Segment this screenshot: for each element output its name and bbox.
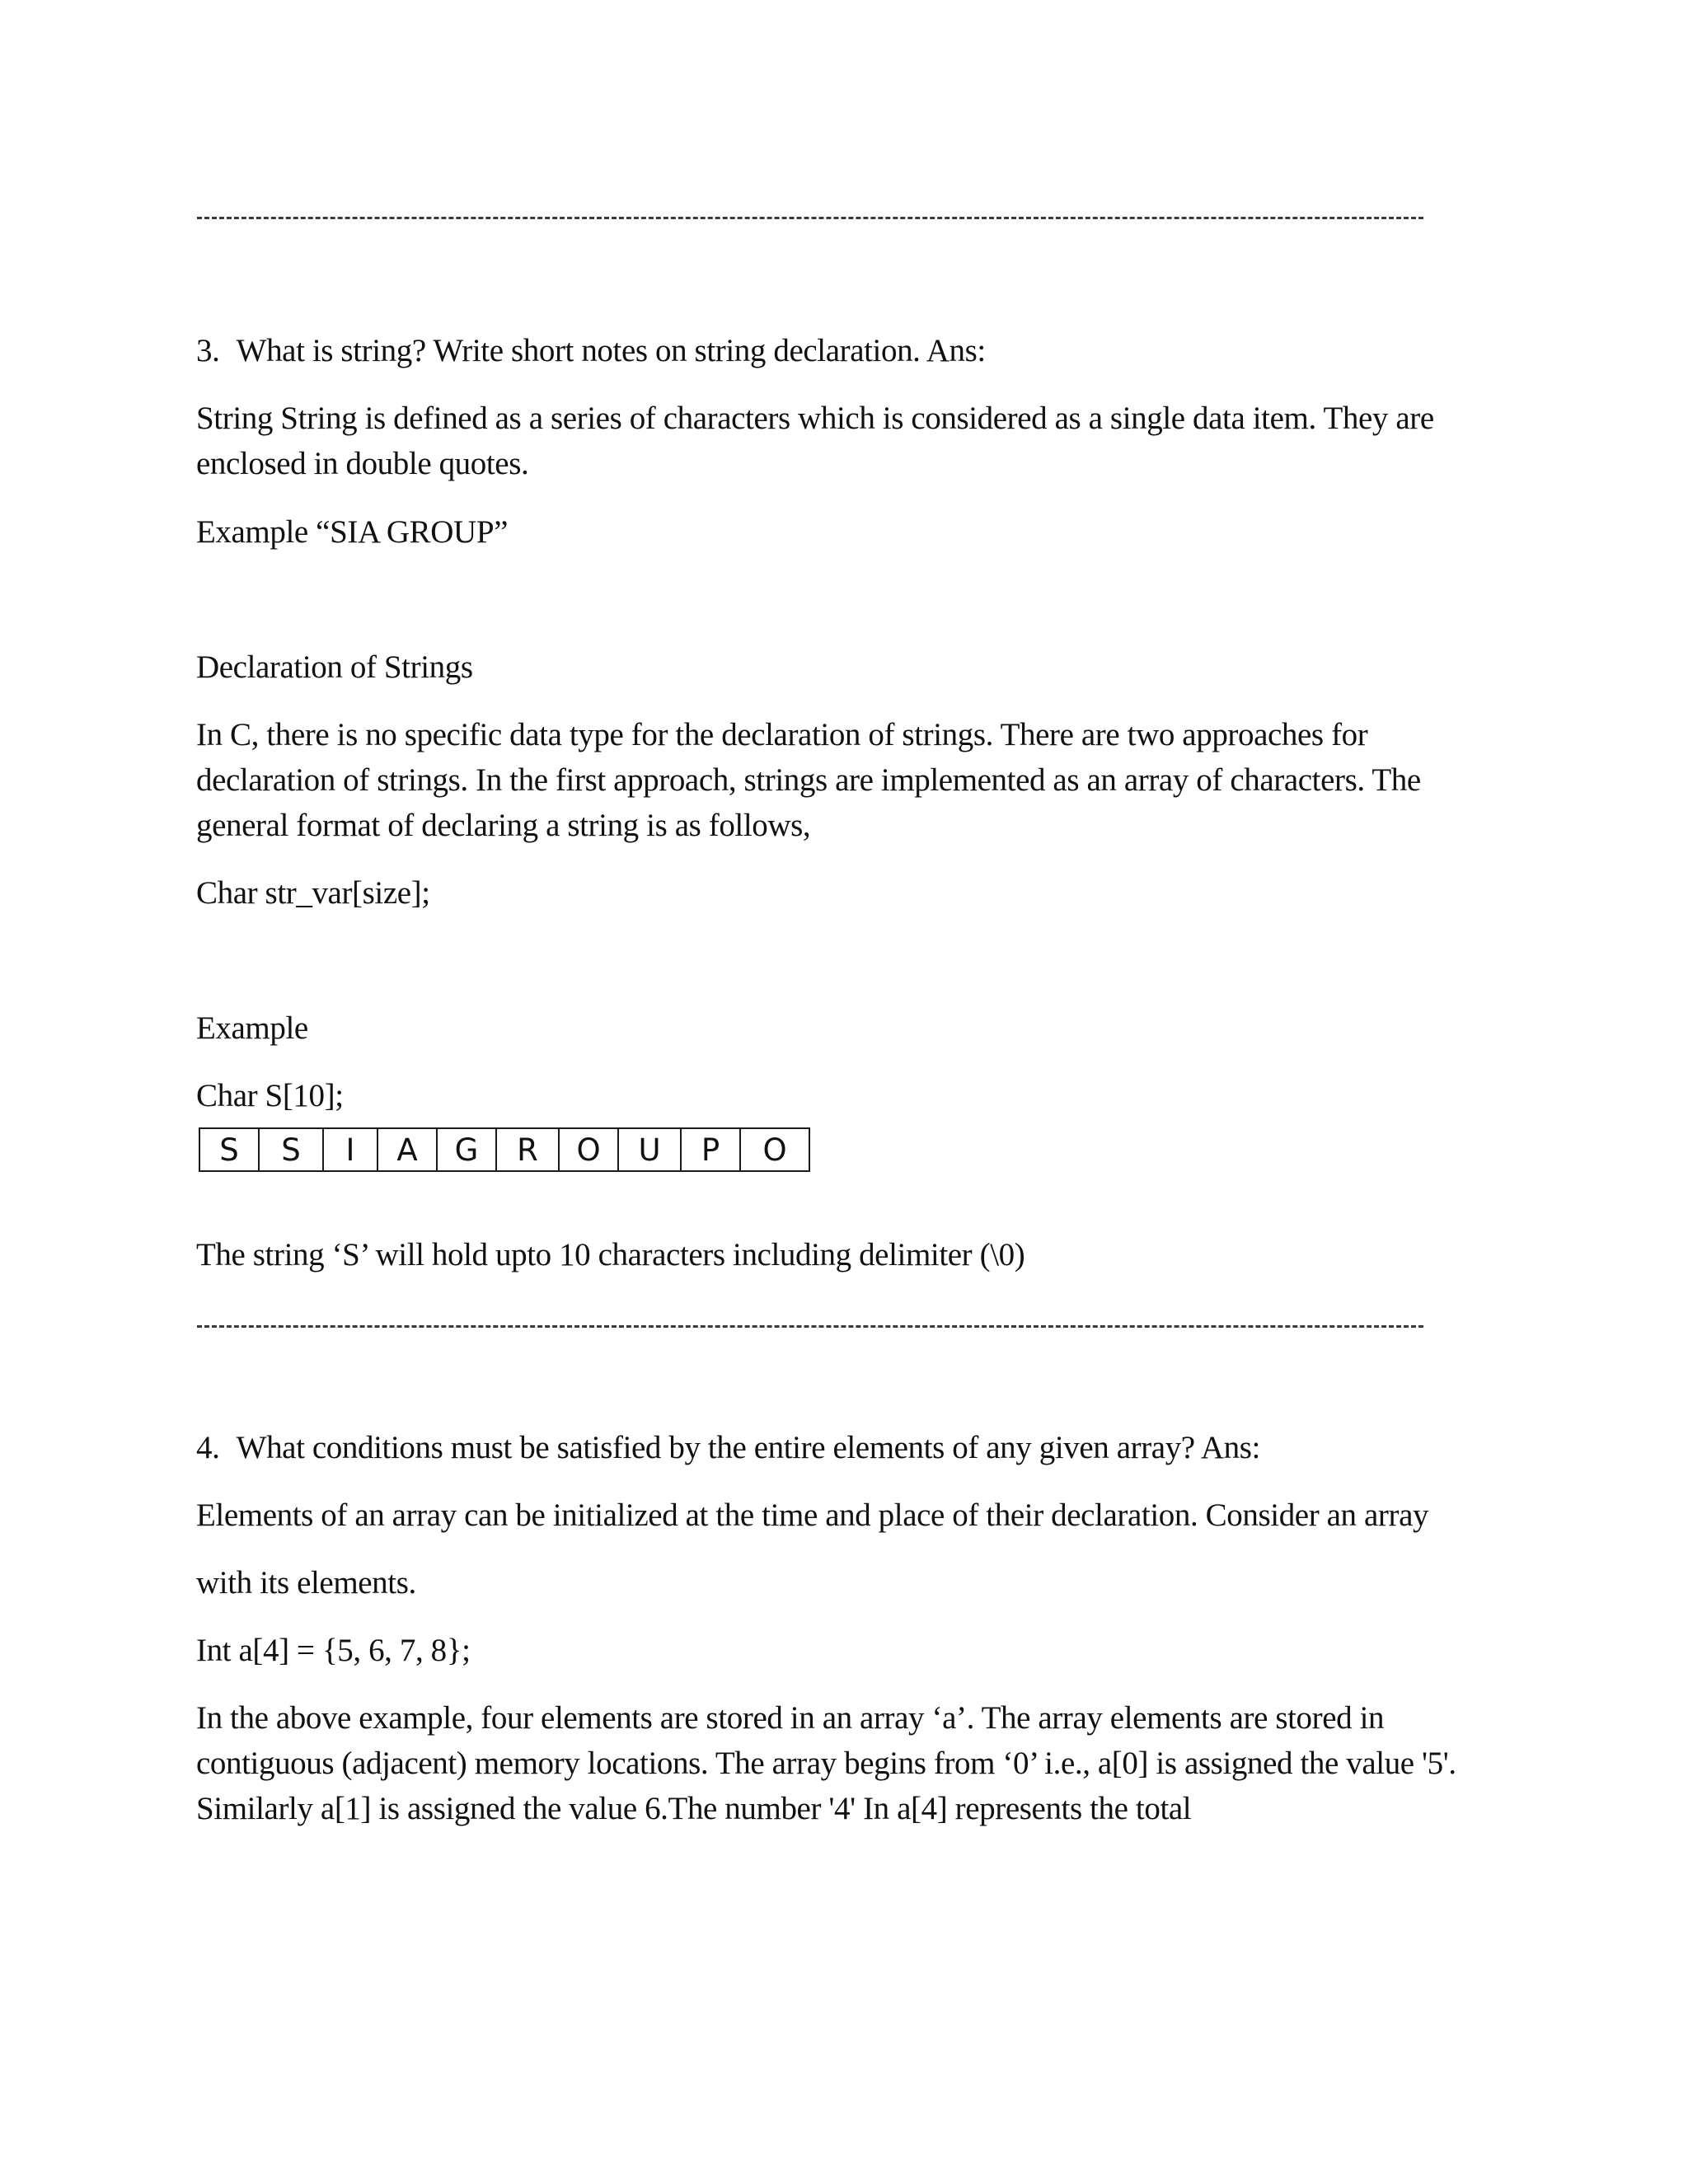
- q3-question-line: [196, 328, 986, 373]
- q3-declaration-heading: Declaration of Strings: [196, 649, 473, 685]
- q3-format-line: Char str_var[size];: [196, 875, 430, 911]
- array-cell: U: [618, 1128, 681, 1171]
- q4-line1: Elements of an array can be initialized at the time and place of their declaration. Consider an array: [196, 1497, 1429, 1533]
- separator-middle: [197, 1325, 1423, 1328]
- q4-question-line: [196, 1425, 1260, 1470]
- q3-example-heading: Example: [196, 1010, 308, 1046]
- q3-example-code: Char S[10];: [196, 1078, 344, 1113]
- q4-line2: with its elements.: [196, 1565, 416, 1601]
- array-cell: A: [377, 1128, 437, 1171]
- array-cell: G: [437, 1128, 496, 1171]
- separator-top: [197, 217, 1423, 219]
- q4-explanation: In the above example, four elements are stored in an array ‘a’. The array elements are stored in contiguous (adjacent) memory locations. The array begins from ‘0’ i.e., a[0] is assigned the value '5'. Similarly a[1] is assigned the value 6.The number '4' In a[4] represents the total: [196, 1700, 1456, 1826]
- string-array-table: [199, 1127, 810, 1172]
- array-cell: O: [740, 1128, 809, 1171]
- array-row: [199, 1128, 809, 1171]
- array-cell: O: [559, 1128, 618, 1171]
- array-cell: I: [323, 1128, 377, 1171]
- array-cell: S: [259, 1128, 323, 1171]
- array-cell: S: [199, 1128, 259, 1171]
- q3-declaration-text: In C, there is no specific data type for the declaration of strings. There are two approaches for declaration of strings. In the first approach, strings are implemented as an array of characters. The general format of declaring a string is as follows,: [196, 717, 1421, 843]
- q3-definition: String String is defined as a series of characters which is considered as a single data item. They are enclosed in double quotes.: [196, 401, 1434, 481]
- array-cell: P: [681, 1128, 740, 1171]
- q3-question: What is string? Write short notes on string declaration. Ans:: [236, 333, 986, 368]
- q4-number: 4.: [196, 1430, 220, 1465]
- q3-example-line: Example “SIA GROUP”: [196, 514, 509, 550]
- q3-number: 3.: [196, 333, 220, 368]
- q4-code: Int a[4] = {5, 6, 7, 8};: [196, 1633, 471, 1668]
- array-cell: R: [496, 1128, 559, 1171]
- q3-note: The string ‘S’ will hold upto 10 characters including delimiter (\0): [196, 1237, 1025, 1272]
- q4-question: What conditions must be satisfied by the entire elements of any given array? Ans:: [236, 1430, 1260, 1465]
